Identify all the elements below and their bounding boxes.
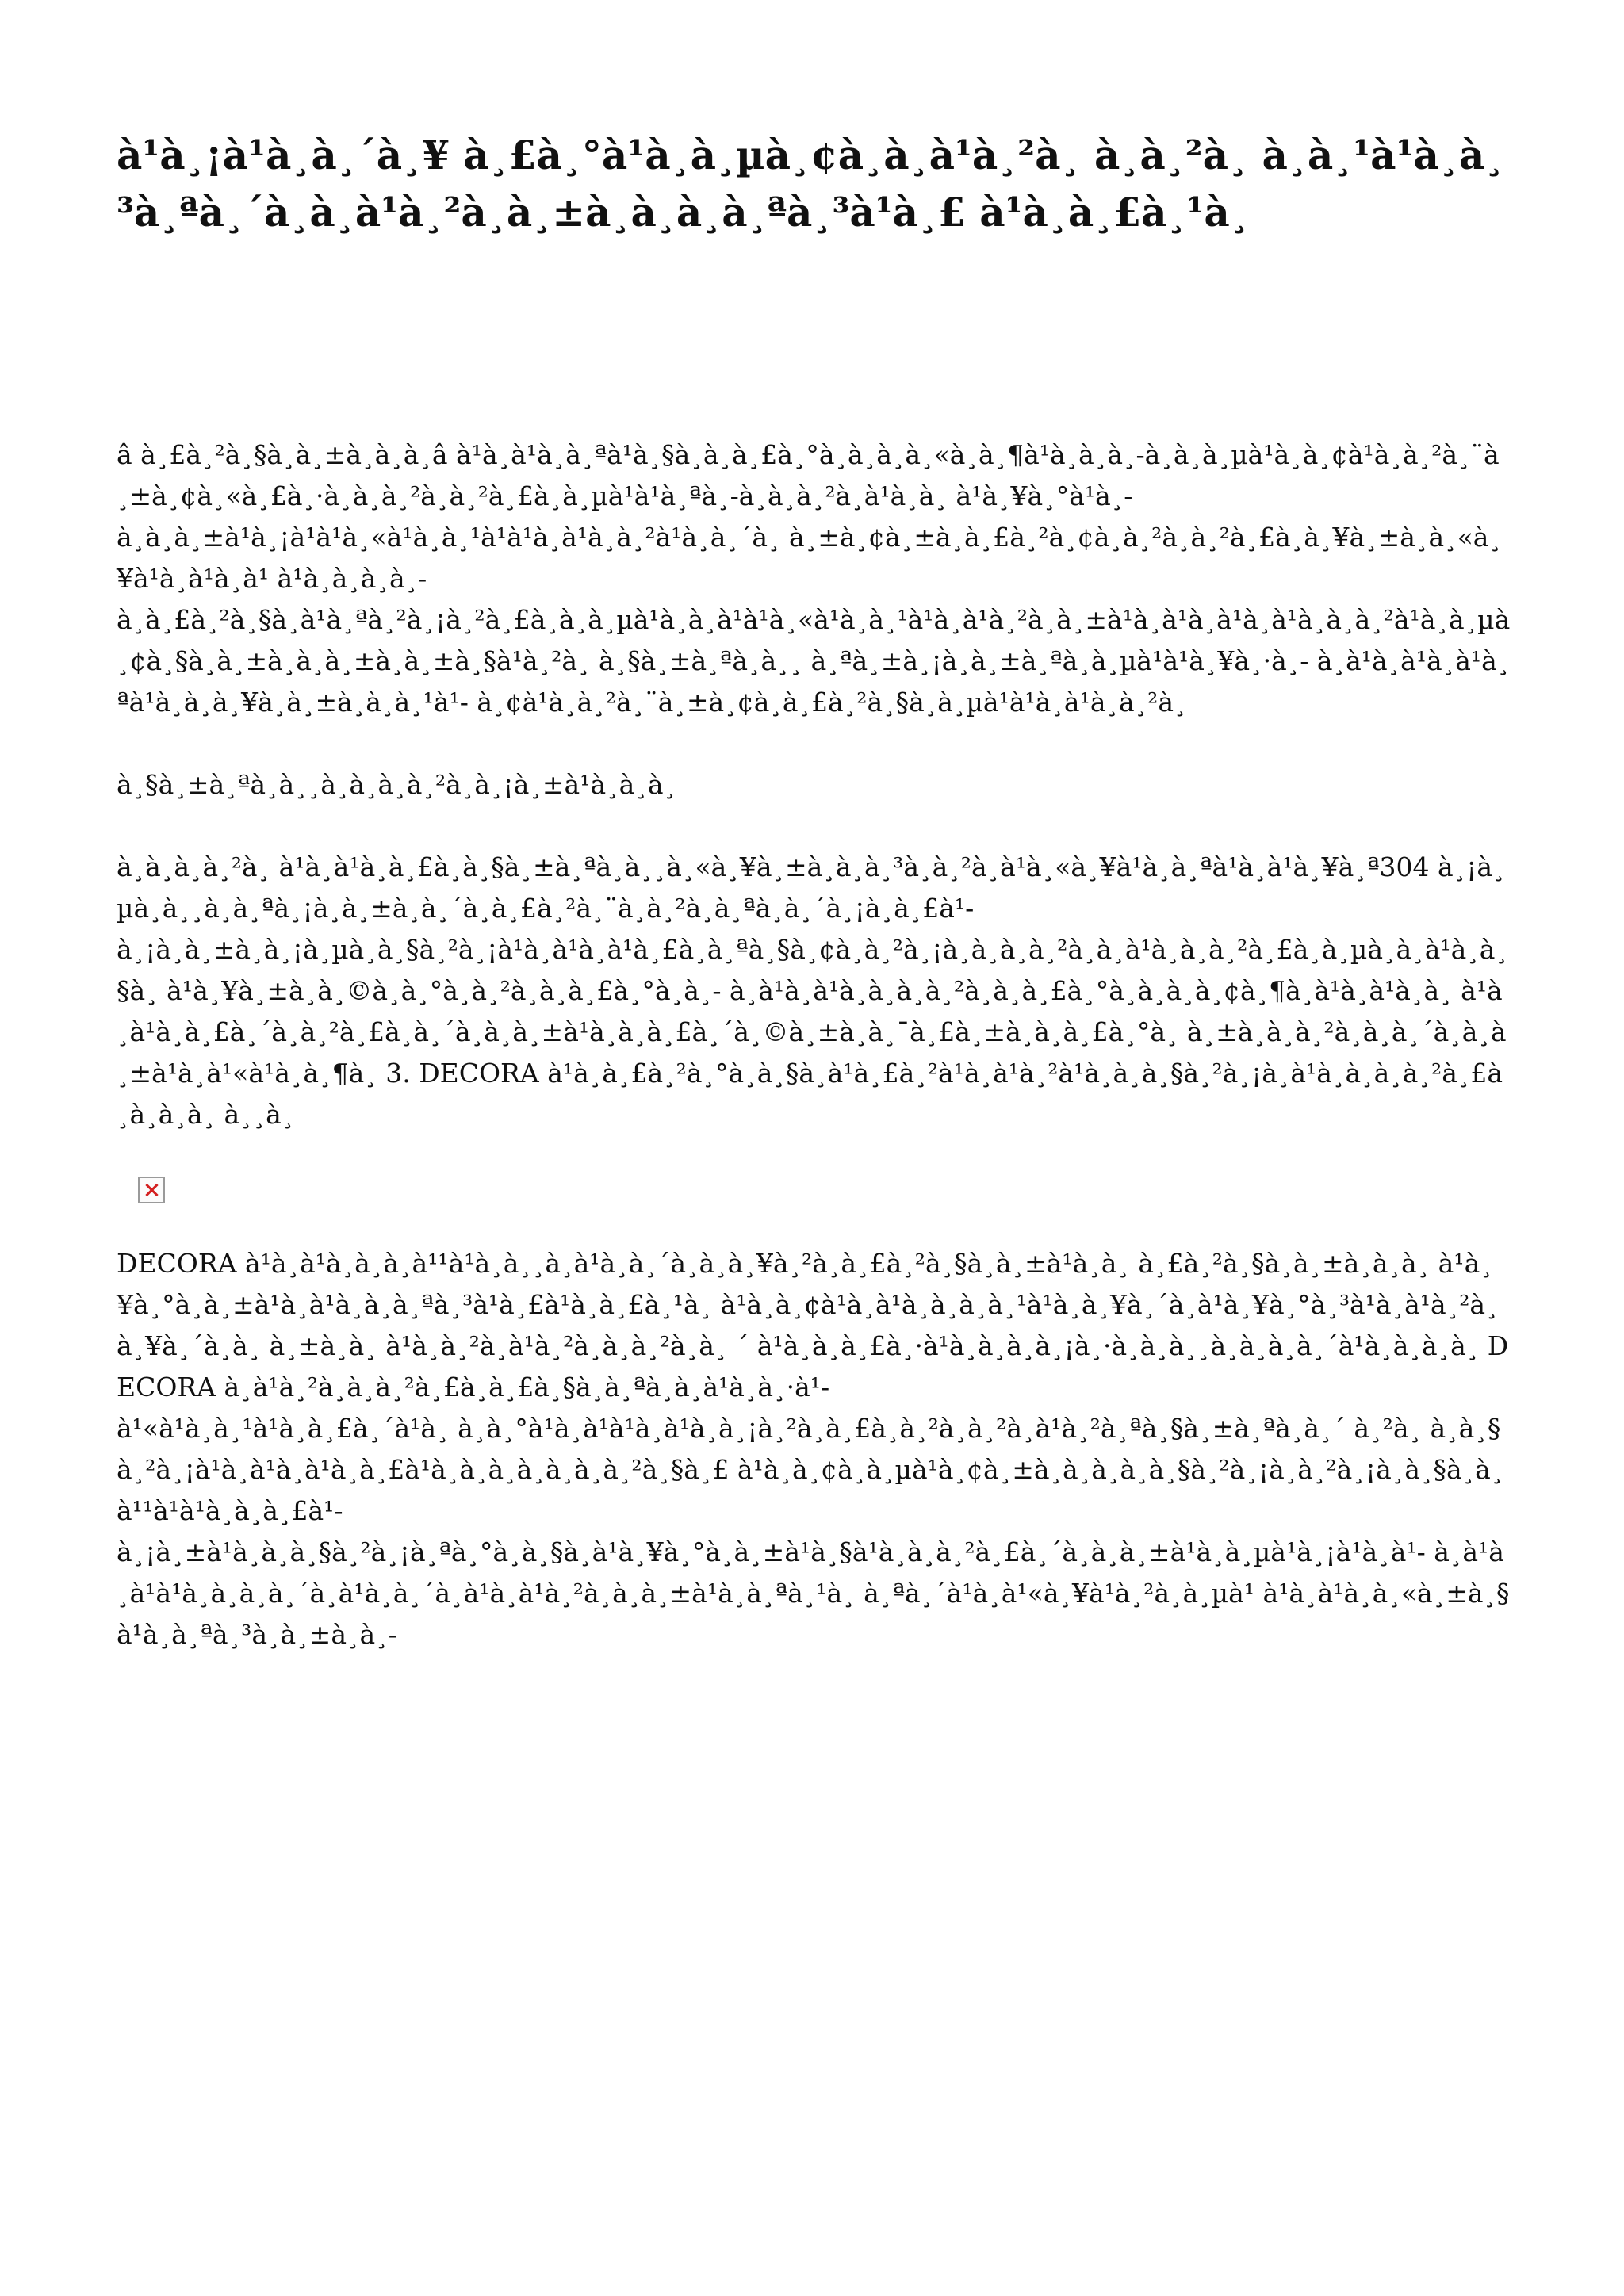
page-title: à¹à¸¡à¹à¸à¸´à¸¥ à¸£à¸°à¹à¸à¸µà¸¢à¸à¸à¹à¸²à¸ à¸à¸²à¸ à¸à¸¹à¹à¸à¸³à¸ªà¸´à¸à¸à¹à¸²à¸à¸±à¸à¸à¸à¸ªà¸³à¹à¸£ à¹à¸à¸£à¸¹à¸: [117, 132, 1505, 235]
broken-image-icon: [138, 1177, 165, 1203]
paragraph: à¸¡à¸±à¹à¸à¸à¸§à¸²à¸¡à¸ªà¸°à¸à¸§à¸à¹à¸¥à¸°à¸à¸±à¹à¸§à¹à¸à¸à¸²à¸£à¸´à¸à¸à¸±à¹à¸à¸µà¹à¸¡à¹à¸à¹- à¸à¹à¸à¹à¹à¸à¸à¸à¸´à¸à¹à¸à¸´à¸à¹à¸à¹à¸²à¸à¸à¸±à¹à¸à¸ªà¸¹à¸ à¸ªà¸´à¹à¸à¹«à¸¥à¹à¸²à¸à¸µà¹ à¹à¸à¹à¸à¸«à¸±à¸§à¹à¸à¸ªà¸³à¸à¸±à¸à¸-: [117, 1536, 1510, 1650]
paragraph: à¸à¸à¸±à¹à¸¡à¹à¹à¸«à¹à¸à¸¹à¹à¹à¸à¹à¸à¸²à¹à¸à¸´à¸ à¸±à¸¢à¸±à¸à¸£à¸²à¸¢à¸à¸²à¸à¸²à¸£à¸à¸¥à¸±à¸à¸«à¸¥à¹à¸à¹à¸à¹ à¹à¸à¸à¸à¸-: [117, 522, 1502, 594]
paragraph: â à¸£à¸²à¸§à¸à¸±à¸à¸à¸â à¹à¸à¹à¸à¸ªà¹à¸§à¸à¸à¸£à¸°à¸à¸à¸à¸«à¸à¸¶à¹à¸à¸à¸-à¸à¸à¸µà¹à¸à¸¢à¹à¸à¸²à¸¨à¸±à¸¢à¸«à¸£à¸·à¸à¸à¸²à¸à¸²à¸£à¸à¸µà¹à¹à¸ªà¸-à¸à¸à¸²à¸à¹à¸à¸ à¹à¸¥à¸°à¹à¸-: [117, 439, 1500, 511]
paragraph: à¸à¸à¸à¸²à¸ à¹à¸à¹à¸à¸£à¸à¸§à¸±à¸ªà¸à¸¸à¸«à¸¥à¸±à¸à¸à¸³à¸à¸²à¸à¹à¸«à¸¥à¹à¸à¸ªà¹à¸à¹à¸¥à¸ª304 à¸¡à¸µà¸à¸¸à¸à¸ªà¸¡à¸à¸±à¸à¸´à¸à¸£à¸²à¸¨à¸à¸²à¸à¸ªà¸à¸´à¸¡à¸à¸£à¹-: [117, 851, 1506, 924]
document-body: [117, 434, 1512, 1655]
paragraph: à¹«à¹à¸à¸¹à¹à¸à¸£à¸´à¹à¸ à¸à¸°à¹à¸à¹à¹à¸à¹à¸à¸¡à¸²à¸à¸£à¸à¸²à¸à¸²à¸à¹à¸²à¸ªà¸§à¸±à¸ªà¸à¸´ à¸²à¸ à¸à¸§à¸²à¸¡à¹à¸à¹à¸à¹à¸à¸£à¹à¸à¸à¸à¸à¸à¸à¸²à¸§à¸£ à¹à¸à¸¢à¸à¸µà¹à¸¢à¸±à¸à¸à¸à¸à¸§à¸²à¸¡à¸à¸²à¸¡à¸à¸§à¸à¸à¹¹à¹à¹à¸à¸à¸£à¹-: [117, 1413, 1504, 1526]
paragraph: à¸§à¸±à¸ªà¸à¸¸à¸à¸à¸à¸²à¸à¸¡à¸±à¹à¸à¸à¸: [117, 769, 676, 800]
paragraph: à¸¡à¸à¸±à¸à¸¡à¸µà¸à¸§à¸²à¸¡à¹à¸à¹à¸à¹à¸£à¸à¸ªà¸§à¸¢à¸à¸²à¸¡à¸à¸à¸à¸²à¸à¸à¹à¸à¸à¸²à¸£à¸à¸µà¸à¸à¹à¸à¸§à¸ à¹à¸¥à¸±à¸à¸©à¸à¸°à¸à¸²à¸à¸à¸£à¸°à¸à¸- à¸à¹à¸à¹à¸à¸à¸à¸²à¸à¸à¸£à¸°à¸à¸à¸à¸¢à¸¶à¸à¹à¸à¹à¸à¸ à¹à¸à¹à¸à¸£à¸´à¸à¸²à¸£à¸à¸´à¸à¸à¸±à¹à¸à¸à¸£à¸´à¸©à¸±à¸à¸¯à¸£à¸±à¸à¸à¸£à¸°à¸ à¸±à¸à¸à¸²à¸à¸à¸´à¸à¸à¸±à¹à¸à¹«à¹à¸à¸¶à¸ 3. DECORA à¹à¸à¸£à¸²à¸°à¸à¸§à¸à¹à¸£à¸²à¹à¸à¹à¸²à¹à¸à¸à¸§à¸²à¸¡à¸à¹à¸à¸à¸à¸²à¸£à¸à¸à¸à¸ à¸¸à¸: [117, 934, 1508, 1130]
paragraph: DECORA à¹à¸à¹à¸à¸à¸à¹¹à¹à¸à¸¸à¸à¹à¸à¸´à¸à¸à¸¥à¸²à¸à¸£à¸²à¸§à¸à¸±à¹à¸à¸ à¸£à¸²à¸§à¸à¸±à¸à¸à¸ à¹à¸¥à¸°à¸à¸±à¹à¸à¹à¸à¸à¸ªà¸³à¹à¸£à¹à¸à¸£à¸¹à¸ à¹à¸à¸¢à¹à¸à¹à¸à¸à¸à¸¹à¹à¸à¸¥à¸´à¸à¹à¸¥à¸°à¸³à¹à¸à¹à¸²à¸à¸¥à¸´à¸à¸ à¸±à¸à¸ à¹à¸à¸²à¸à¹à¸²à¸à¸à¸²à¸à¸ ´ à¹à¸à¸à¸£à¸·à¹à¸à¸à¸à¸¡à¸·à¸à¸à¸¸à¸à¸à¸à¸´à¹à¸à¸à¸à¸ DECORA à¸à¹à¸²à¸à¸à¸²à¸£à¸à¸£à¸§à¸à¸ªà¸à¸à¹à¸à¸·à¹-: [117, 1248, 1509, 1402]
paragraph: à¸à¸£à¸²à¸§à¸à¹à¸ªà¸²à¸¡à¸²à¸£à¸à¸à¸µà¹à¸à¸à¹à¹à¸«à¹à¸à¸¹à¹à¸à¹à¸²à¸à¸±à¹à¸à¹à¸à¹à¸à¹à¸à¸à¸²à¹à¸à¸µà¸¢à¸§à¸à¸±à¸à¸à¸±à¸à¸±à¸§à¹à¸²à¸ à¸§à¸±à¸ªà¸à¸¸ à¸ªà¸±à¸¡à¸à¸±à¸ªà¸à¸µà¹à¹à¸¥à¸·à¸- à¸à¹à¸à¹à¸à¹à¸ªà¹à¸à¸à¸¥à¸à¸±à¸à¸à¸¹à¹- à¸¢à¹à¸à¸²à¸¨à¸±à¸¢à¸à¸£à¸²à¸§à¸à¸µà¹à¹à¸à¹à¸à¸²à¸: [117, 604, 1511, 718]
